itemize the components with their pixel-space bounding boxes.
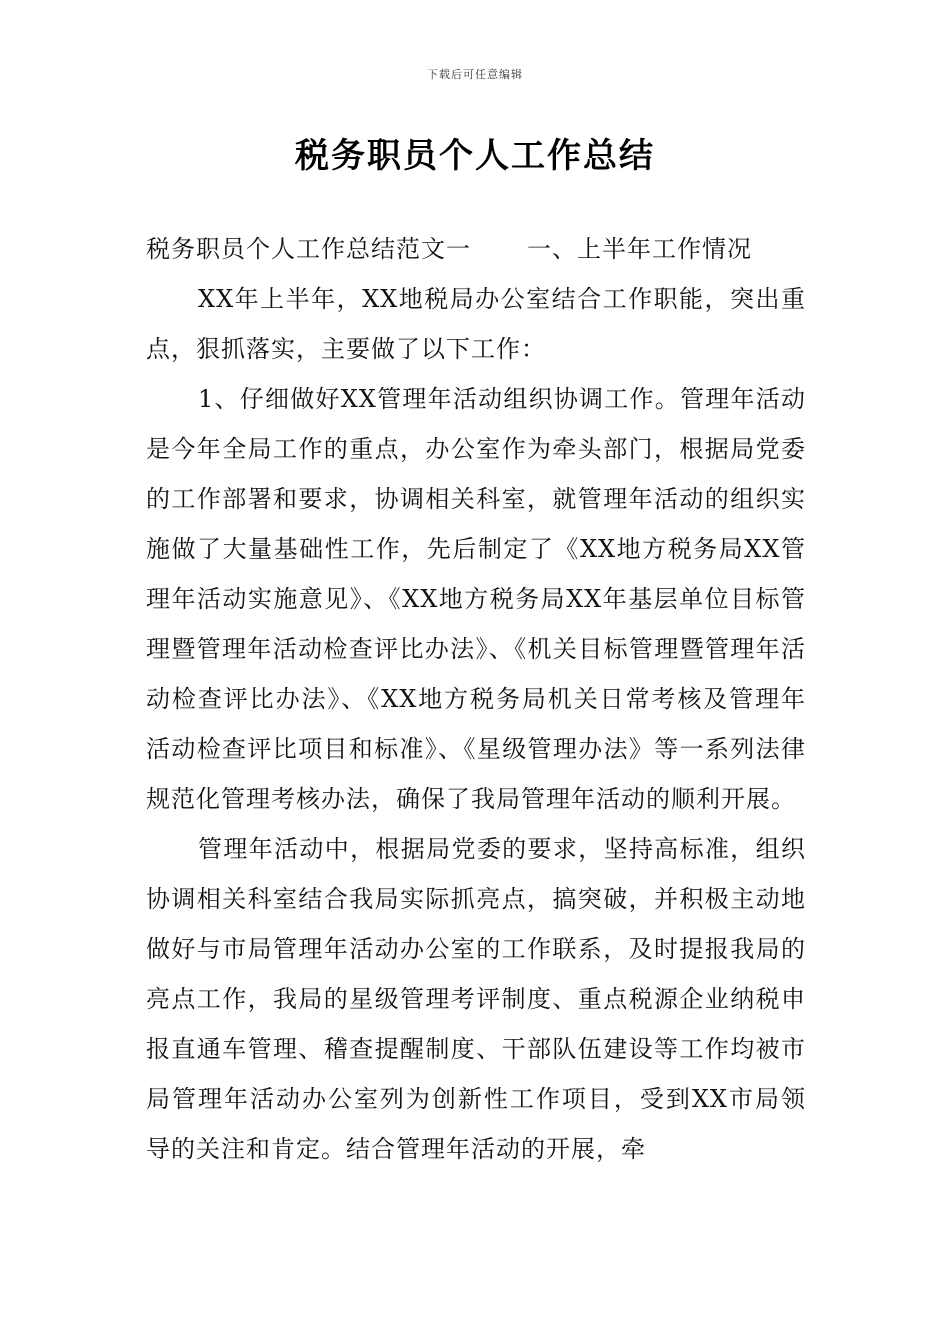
subtitle-right: 一、上半年工作情况: [527, 235, 752, 263]
document-title: 税务职员个人工作总结: [295, 136, 655, 176]
header-note: 下载后可任意编辑: [427, 68, 523, 81]
paragraph-3: 管理年活动中，根据局党委的要求，坚持高标准，组织协调相关科室结合我局实际抓亮点，搞突破，并积极主动地做好与市局管理年活动办公室的工作联系，及时提报我局的亮点工作，我局的星级管理考评制度、重点税源企业纳税申报直通车管理、稽查提醒制度、干部队伍建设等工作均被市局管理年活动办公室列为创新性工作项目，受到XX市局领导的关注和肯定。结合管理年活动的开展，牵: [146, 835, 806, 1163]
paragraph-1: XX年上半年，XX地税局办公室结合工作职能，突出重点，狠抓落实，主要做了以下工作：: [146, 285, 806, 363]
document-body: [146, 224, 806, 1174]
paragraph-2: 1、仔细做好XX管理年活动组织协调工作。管理年活动是今年全局工作的重点，办公室作为牵头部门，根据局党委的工作部署和要求，协调相关科室，就管理年活动的组织实施做了大量基础性工作，先后制定了《XX地方税务局XX管理年活动实施意见》、《XX地方税务局XX年基层单位目标管理暨管理年活动检查评比办法》、《机关目标管理暨管理年活动检查评比办法》、《XX地方税务局机关日常考核及管理年活动检查评比项目和标准》、《星级管理办法》等一系列法律规范化管理考核办法，确保了我局管理年活动的顺利开展。: [146, 385, 806, 813]
subtitle-left: 税务职员个人工作总结范文一: [146, 235, 471, 263]
subtitle-line: [146, 224, 806, 274]
